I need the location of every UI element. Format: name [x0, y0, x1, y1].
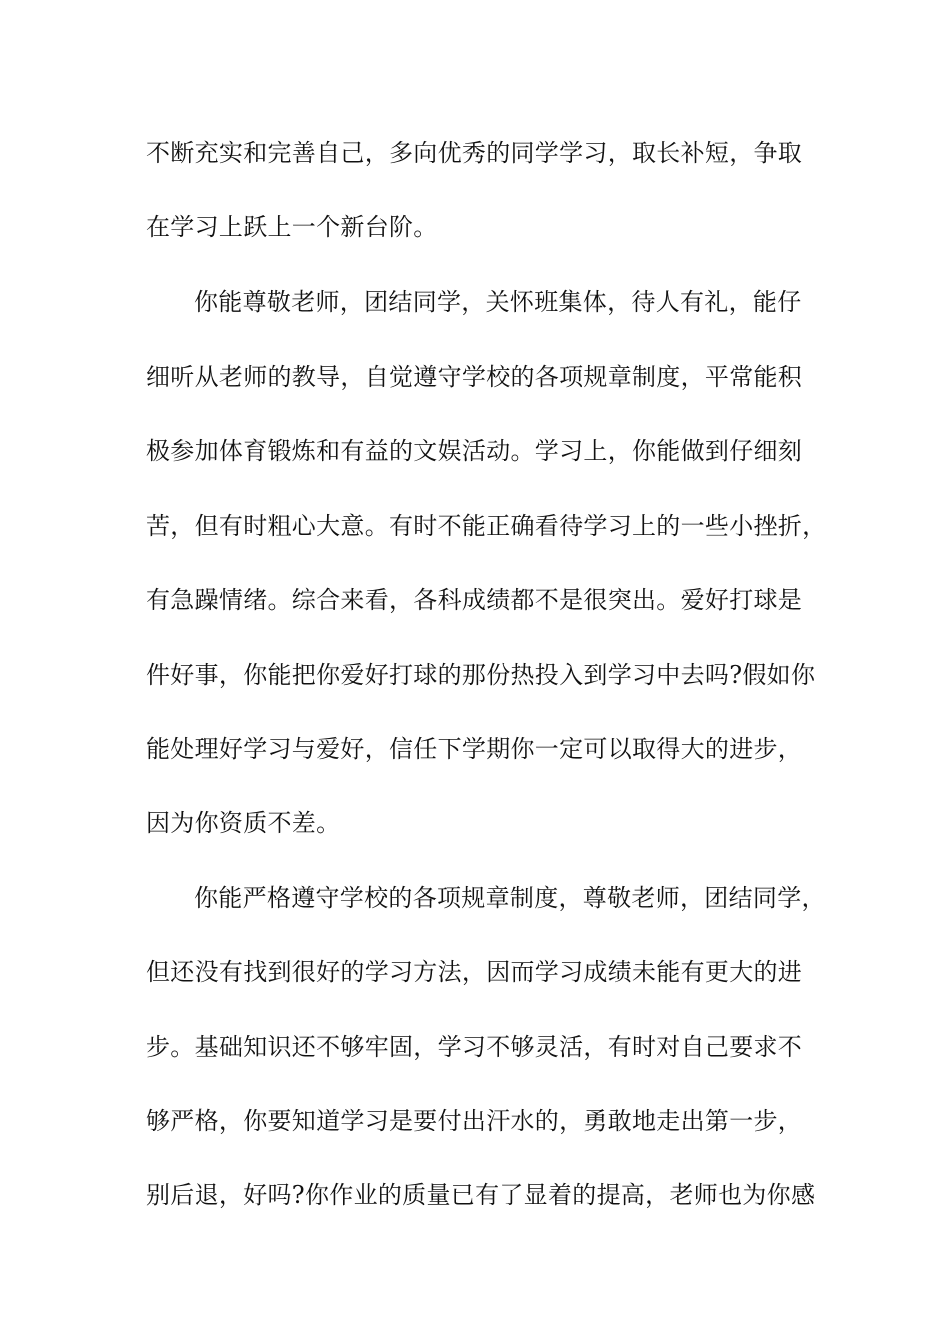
text-line: 够严格，你要知道学习是要付出汗水的，勇敢地走出第一步，: [146, 1107, 803, 1135]
text-line: 件好事，你能把你爱好打球的那份热投入到学习中去吗?假如你: [146, 661, 816, 689]
text-line: 但还没有找到很好的学习方法，因而学习成绩未能有更大的进: [146, 958, 803, 986]
text-line: 苦，但有时粗心大意。有时不能正确看待学习上的一些小挫折，: [146, 512, 827, 540]
paragraph-start-line: 你能严格遵守学校的各项规章制度，尊敬老师，团结同学，: [194, 884, 826, 912]
text-line: 步。基础知识还不够牢固，学习不够灵活，有时对自己要求不: [146, 1033, 803, 1061]
text-line: 极参加体育锻炼和有益的文娱活动。学习上，你能做到仔细刻: [146, 437, 803, 465]
text-line: 能处理好学习与爱好，信任下学期你一定可以取得大的进步，: [146, 735, 803, 763]
text-line: 细听从老师的教导，自觉遵守学校的各项规章制度，平常能积: [146, 363, 803, 391]
paragraph-start-line: 你能尊敬老师，团结同学，关怀班集体，待人有礼，能仔: [194, 288, 802, 316]
text-line: 因为你资质不差。: [146, 809, 341, 837]
text-line: 在学习上跃上一个新台阶。: [146, 213, 438, 241]
text-line: 别后退，好吗?你作业的质量已有了显着的提高，老师也为你感: [146, 1181, 816, 1209]
text-line: 不断充实和完善自己，多向优秀的同学学习，取长补短，争取: [146, 139, 803, 167]
text-line: 有急躁情绪。综合来看，各科成绩都不是很突出。爱好打球是: [146, 586, 803, 614]
